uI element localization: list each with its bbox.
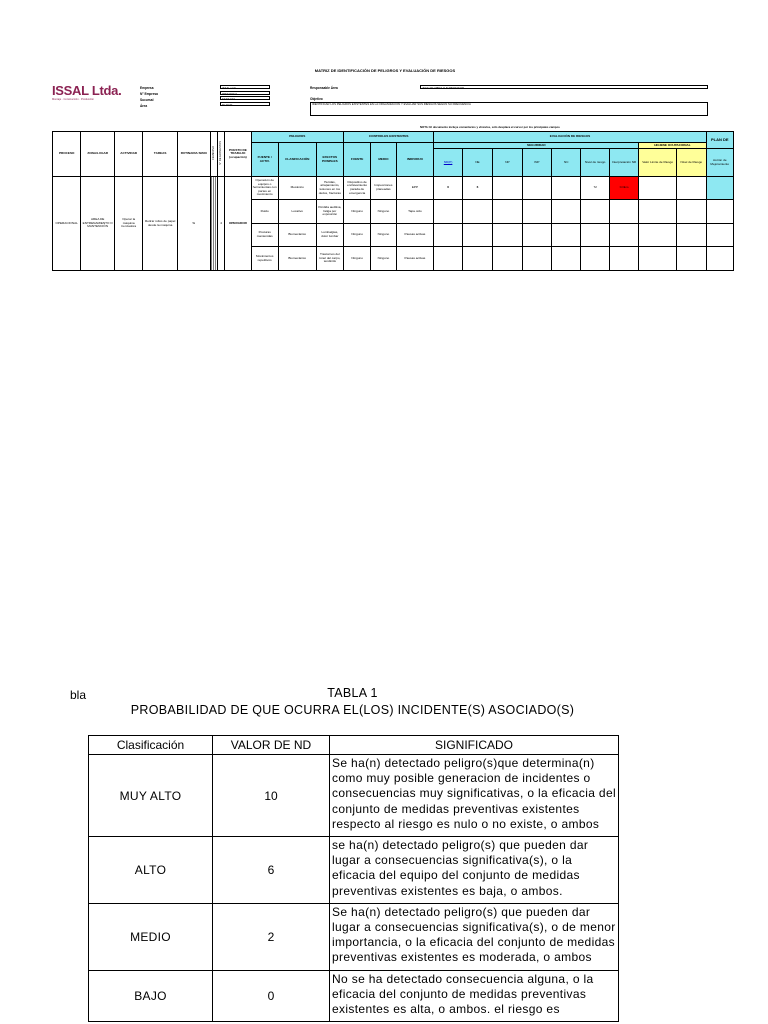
hdr-nr: Nivel de riesgo (581, 149, 609, 177)
hdr-puesto: PUESTO DE TRABAJO (ocupación) (225, 132, 251, 177)
hdr-np: NP (493, 149, 522, 177)
hdr-valor-limite: Valor Limite de Riesgo (639, 149, 677, 177)
cell-valor-limite[interactable] (639, 247, 677, 271)
cell-nivel-riesgo-hig[interactable] (677, 247, 706, 271)
cell-nd[interactable] (434, 200, 462, 224)
cell-nivel-riesgo-hig[interactable] (677, 224, 706, 247)
responsable-field[interactable]: JEFE DE OBRA O SUPERVISOR (420, 85, 708, 89)
cell-plan[interactable] (706, 247, 733, 271)
hdr-actividad: ACTIVIDAD (114, 132, 142, 177)
cell-inp[interactable] (522, 224, 551, 247)
hdr-inp: INP (522, 149, 551, 177)
cell-fuente: Operación de equipos o herramientas con partes en movimiento (251, 177, 278, 200)
cell-c-individuo: Tapa oído (396, 200, 434, 224)
cell-inp[interactable] (522, 200, 551, 224)
t1-valor: 6 (213, 837, 330, 904)
tabla1-title: TABLA 1 (327, 686, 378, 700)
cell-c-fuente: Ninguno (344, 224, 371, 247)
probability-table (88, 735, 619, 1022)
t1-significado: Se ha(n) detectado peligro(s)que determina(n) como muy posible generacion de incidentes o consecuencias muy significativas, o la eficacia del conjunto de medidas preventivas existentes respecto al riesgo es nulo o no existe, o ambos (330, 755, 619, 837)
hdr-rutinaria: RUTINARIA SI/NO (178, 132, 211, 177)
cell-efectos: Trastornos del túnel del carpo, tendinitis (316, 247, 343, 271)
cell-nd[interactable] (434, 247, 462, 271)
cell-plan[interactable] (706, 177, 733, 200)
hdr-c-fuente: FUENTE (344, 143, 371, 177)
tabla1-subtitle: PROBABILIDAD DE QUE OCURRA EL(LOS) INCIDENTE(S) ASOCIADO(S) (130, 703, 575, 717)
t1-valor: 2 (213, 903, 330, 970)
t1-clasificacion: MEDIO (89, 903, 213, 970)
cell-actividad: Operar la máquina trenzadora (114, 177, 142, 271)
matrix-row (53, 177, 734, 200)
hdr-plan-accion: Acción de Mejoramiento (706, 149, 733, 177)
field-area[interactable]: PLANTA (220, 102, 270, 106)
cell-nc[interactable] (552, 224, 581, 247)
hdr-nc: NC (552, 149, 581, 177)
cell-puesto: OPERADOR (225, 177, 251, 271)
hdr-proceso: PROCESO (53, 132, 81, 177)
objetivo-field[interactable]: IDENTIFICAR LOS PELIGROS EXISTENTES EN LA ORGANIZACIÓN Y EVALUAR SUS RIESGOS SEGÚN SU FRECUENCIA (310, 102, 708, 116)
t1-significado: se ha(n) detectado peligro(s) que pueden dar lugar a consecuencias significativa(s), o la eficacia del equipo del conjunto de medidas preventivas existentes es baja, o ambos. (330, 837, 619, 904)
cell-np[interactable] (493, 224, 522, 247)
cell-expuestos: 4 (217, 177, 224, 271)
objetivo-label: Objetivo (310, 97, 323, 101)
t1-clasificacion: MUY ALTO (89, 755, 213, 837)
cell-nd[interactable] (434, 224, 462, 247)
document-title: MATRIZ DE IDENTIFICACIÓN DE PELIGROS Y EVALUACIÓN DE RIESGOS (314, 68, 456, 73)
hdr-c-individuo: INDIVIDUO (396, 143, 434, 177)
cell-ne[interactable] (462, 247, 492, 271)
cell-fuente: Ruido (251, 200, 278, 224)
cell-ne[interactable] (462, 224, 492, 247)
field-numero[interactable]: 96543200-0 (220, 91, 270, 95)
cell-clasificacion: Biomecánico (278, 224, 316, 247)
hdr-ne: NE (462, 149, 492, 177)
cell-inp[interactable] (522, 247, 551, 271)
cell-fuente: Posturas mantenidas (251, 224, 278, 247)
cell-ne[interactable]: 6 (462, 177, 492, 200)
cell-nr[interactable] (581, 247, 609, 271)
cell-c-medio: Ninguno (371, 224, 396, 247)
t1-clasificacion: BAJO (89, 970, 213, 1022)
cell-ne[interactable] (462, 200, 492, 224)
t1-header-clasificacion: Clasificación (89, 736, 213, 755)
cell-efectos: Heridas, atrapamiento, lesiones en los dedos, fracturas (316, 177, 343, 200)
hdr-seguridad: SEGURIDAD (434, 143, 639, 149)
table-row (89, 903, 619, 970)
hdr-zona: ZONA/LUGAR (81, 132, 115, 177)
cell-nivel-riesgo-hig[interactable] (677, 200, 706, 224)
cell-c-individuo: Pausas activas (396, 224, 434, 247)
t1-valor: 10 (213, 755, 330, 837)
cell-tareas: Retirar rollos de papel desde la máquina (143, 177, 178, 271)
hdr-peligros: PELIGROS (251, 132, 343, 143)
hdr-controles: CONTROLES EXISTENTES (344, 132, 434, 143)
responsable-label: Responsable Área (310, 86, 338, 90)
hdr-nivel-riesgo-hig: Nivel de Riesgo (677, 149, 706, 177)
truncated-prefix: bla (70, 688, 87, 702)
cell-inr[interactable]: Crítico (609, 177, 638, 200)
cell-nc[interactable] (552, 177, 581, 200)
field-label-empresa: Empresa (140, 86, 154, 90)
field-label-area: Área (140, 104, 148, 108)
cell-nr[interactable]: 72 (581, 177, 609, 200)
hdr-expuestos: N° DE EXPUESTOS (217, 132, 224, 177)
logo-tagline: Montaje · Construcción · Producción (52, 98, 94, 101)
risk-matrix (52, 131, 730, 271)
hdr-tareas: TAREAS (143, 132, 178, 177)
cell-clasificacion: Mecánico (278, 177, 316, 200)
cell-c-individuo: EPP (396, 177, 434, 200)
nota-text: NOTA: El documento incluye comentarios y vínculos, sólo desplace el cursor por los principales campos (420, 125, 560, 129)
cell-efectos: Pérdida auditiva, fatiga por exposición (316, 200, 343, 224)
cell-c-fuente: Ninguno (344, 200, 371, 224)
cell-clasificacion: Locativo (278, 200, 316, 224)
cell-nd[interactable]: 6 (434, 177, 462, 200)
hdr-higiene: HIGIENE OCUPACIONAL (639, 143, 706, 149)
t1-header-valor: VALOR DE ND (213, 736, 330, 755)
field-label-numero: N° Empresa (140, 92, 158, 96)
cell-np[interactable] (493, 200, 522, 224)
hdr-efectos: EFECTOS POSIBLES (316, 143, 343, 177)
table-row (89, 837, 619, 904)
cell-np[interactable] (493, 247, 522, 271)
logo-text: ISSAL Ltda. (52, 83, 122, 98)
table-row (89, 755, 619, 837)
cell-inp[interactable] (522, 177, 551, 200)
cell-zona: AREA DE ENTRENAMIENTO O MANTENCIÓN (81, 177, 115, 271)
cell-proceso: OPERACIONAL (53, 177, 81, 271)
cell-plan[interactable] (706, 224, 733, 247)
cell-nr[interactable] (581, 224, 609, 247)
t1-significado: No se ha detectado consecuencia alguna, o la eficacia del conjunto de medidas preventivas existentes es alta, o ambos. el riesgo es (330, 970, 619, 1022)
cell-nc[interactable] (552, 200, 581, 224)
hdr-inr: Interpretación NR (609, 149, 638, 177)
t1-clasificacion: ALTO (89, 837, 213, 904)
cell-c-medio: Inspecciones planeadas (371, 177, 396, 200)
field-label-sucursal: Sucursal (140, 98, 154, 102)
cell-nivel-riesgo-hig[interactable] (677, 177, 706, 200)
t1-valor: 0 (213, 970, 330, 1022)
hdr-femenino: FEMENINO (210, 132, 217, 177)
cell-c-fuente: Dispositivo de enclavamiento parada de emergencia (344, 177, 371, 200)
cell-c-fuente: Ninguno (344, 247, 371, 271)
cell-valor-limite[interactable] (639, 177, 677, 200)
hdr-nd[interactable]: ND(P) (434, 149, 462, 177)
cell-fuente: Movimientos repetitivos (251, 247, 278, 271)
hdr-evaluacion: EVALUACIÓN DE RIESGOS (434, 132, 706, 143)
field-sucursal[interactable]: SEDE N°1 (220, 96, 270, 100)
t1-significado: Se ha(n) detectado peligro(s) que pueden dar lugar a consecuencias significativa(s), o de menor importancia, o la eficacia del conjunto de medidas preventivas existentes es moderada, o ambos (330, 903, 619, 970)
cell-inr[interactable] (609, 224, 638, 247)
hdr-c-medio: MEDIO (371, 143, 396, 177)
cell-femenino (210, 177, 217, 271)
table-row (89, 970, 619, 1022)
hdr-clasificacion: CLASIFICACIÓN (278, 143, 316, 177)
cell-c-medio: Ninguno (371, 247, 396, 271)
cell-rutinaria: Si (178, 177, 211, 271)
risk-matrix-table (52, 131, 734, 271)
cell-valor-limite[interactable] (639, 200, 677, 224)
cell-valor-limite[interactable] (639, 224, 677, 247)
cell-c-medio: Ninguno (371, 200, 396, 224)
cell-clasificacion: Biomecánico (278, 247, 316, 271)
cell-nr[interactable] (581, 200, 609, 224)
company-logo (52, 84, 122, 104)
cell-c-individuo: Pausas activas (396, 247, 434, 271)
hdr-plan: PLAN DE (706, 132, 733, 149)
cell-nc[interactable] (552, 247, 581, 271)
cell-inr[interactable] (609, 200, 638, 224)
cell-inr[interactable] (609, 247, 638, 271)
field-empresa[interactable]: ISSAL Ltda. (220, 85, 270, 89)
cell-efectos: Lumbalgias, dolor lumbar (316, 224, 343, 247)
t1-header-significado: SIGNIFICADO (330, 736, 619, 755)
cell-np[interactable] (493, 177, 522, 200)
hdr-fuente: FUENTE / ACTIV. (251, 143, 278, 177)
cell-plan[interactable] (706, 200, 733, 224)
